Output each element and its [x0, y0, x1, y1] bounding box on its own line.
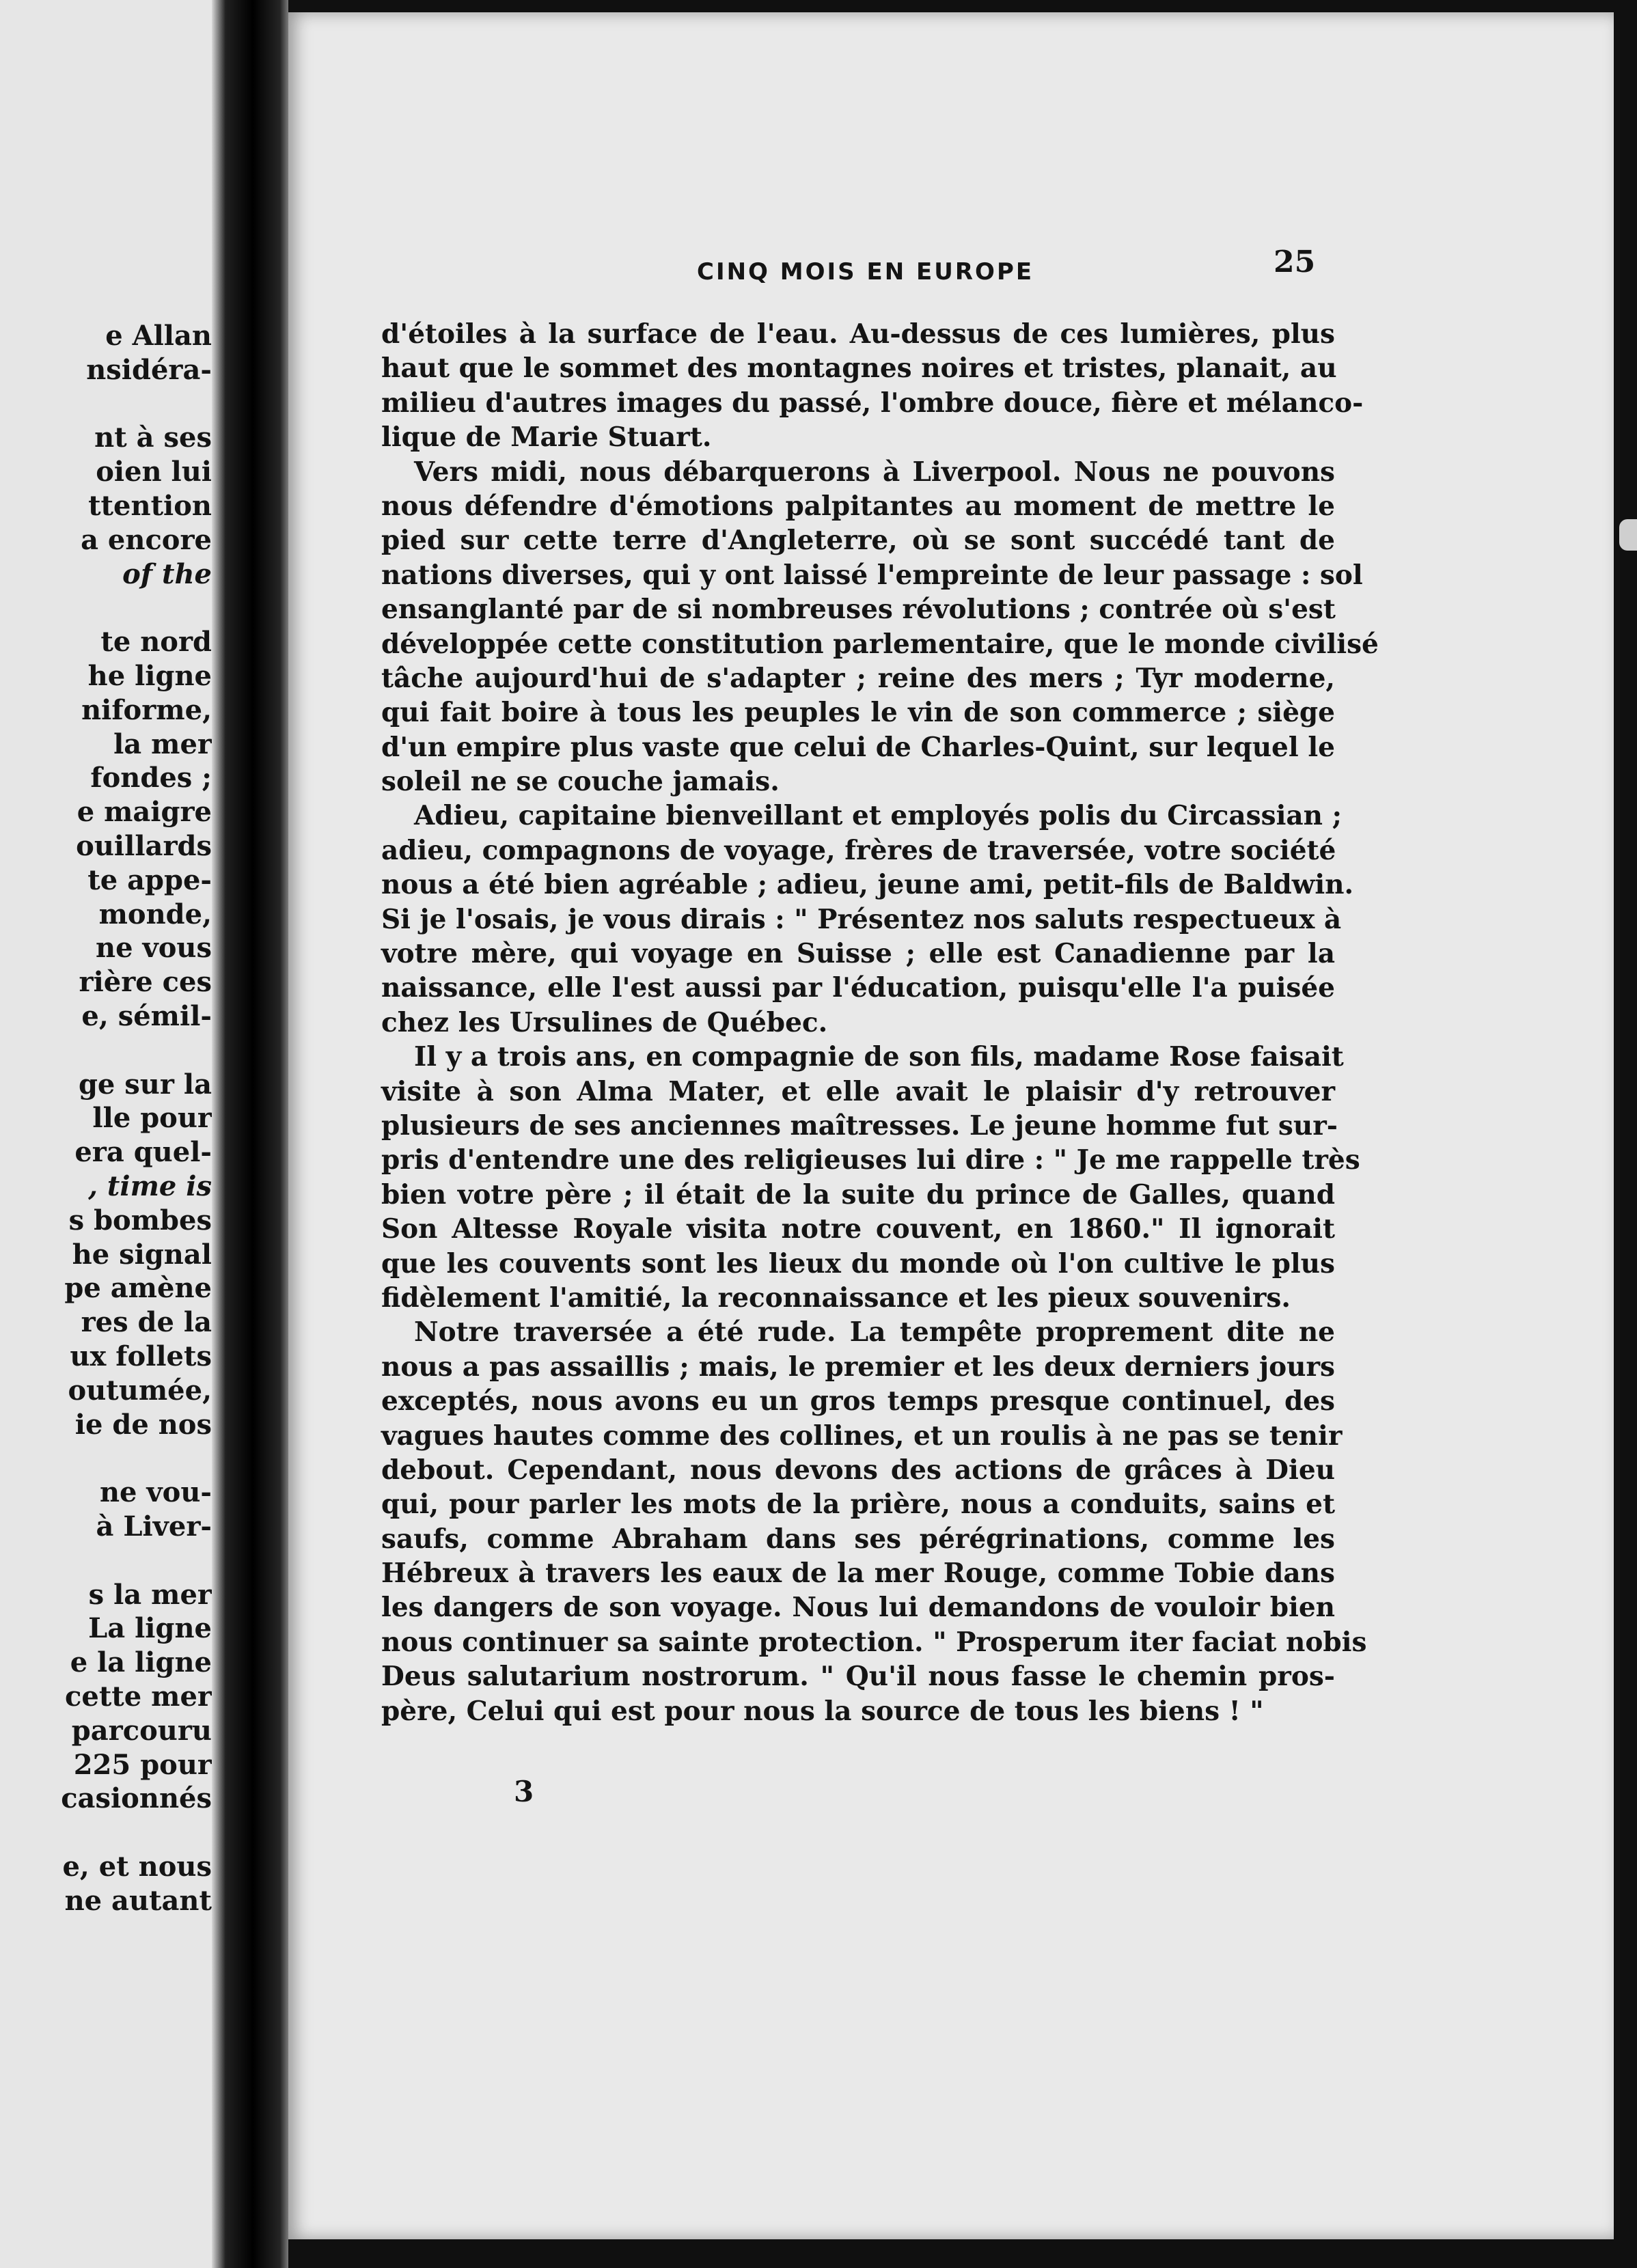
- left-page-line: s bombes: [68, 1204, 212, 1236]
- left-page-line: e Allan: [105, 320, 212, 352]
- body-line: d'un empire plus vaste que celui de Charles-Quint, sur lequel le: [381, 731, 1335, 763]
- left-page-line: ux follets: [70, 1340, 212, 1372]
- body-line: milieu d'autres images du passé, l'ombre douce, fière et mélanco-: [381, 387, 1364, 419]
- body-line: les dangers de son voyage. Nous lui demandons de vouloir bien: [381, 1592, 1335, 1624]
- body-line: pris d'entendre une des religieuses lui dire : " Je me rappelle très: [381, 1144, 1360, 1176]
- left-page-line: ne autant: [64, 1884, 212, 1917]
- left-page-line: ouillards: [76, 830, 212, 862]
- left-page-line: res de la: [81, 1306, 212, 1339]
- body-line: adieu, compagnons de voyage, frères de traversée, votre société: [381, 834, 1336, 866]
- left-page-line: niforme,: [81, 693, 212, 726]
- body-line: debout. Cependant, nous devons des actions de grâces à Dieu: [381, 1454, 1335, 1486]
- body-line: nous a pas assaillis ; mais, le premier et les deux derniers jours: [381, 1351, 1335, 1383]
- left-page-line: La ligne: [88, 1612, 212, 1645]
- body-line: votre mère, qui voyage en Suisse ; elle est Canadienne par la: [381, 938, 1335, 970]
- body-line: plusieurs de ses anciennes maîtresses. Le jeune homme fut sur-: [381, 1109, 1338, 1142]
- left-page-line: parcouru: [71, 1714, 212, 1747]
- left-page-line: ie de nos: [74, 1408, 212, 1441]
- left-page-line: la mer: [113, 728, 212, 760]
- book-gutter-shadow: [212, 0, 288, 2268]
- left-page-line: fondes ;: [90, 762, 212, 794]
- body-line: Il y a trois ans, en compagnie de son fils, madame Rose faisait: [414, 1041, 1344, 1073]
- body-line: nations diverses, qui y ont laissé l'empreinte de leur passage : sol: [381, 559, 1363, 591]
- body-line: Deus salutarium nostrorum. " Qu'il nous fasse le chemin pros-: [381, 1661, 1335, 1693]
- left-page-line: he signal: [72, 1238, 212, 1271]
- left-page-line: casionnés: [61, 1782, 212, 1815]
- left-page-line: rière ces: [79, 966, 212, 999]
- left-page-line: ttention: [88, 490, 212, 522]
- left-page-line: nsidéra-: [86, 353, 212, 386]
- body-line: lique de Marie Stuart.: [381, 421, 712, 454]
- left-page-line: pe amène: [64, 1272, 212, 1305]
- page-number: 25: [1274, 245, 1316, 279]
- left-page-line: ne vous: [96, 932, 212, 965]
- body-line: fidèlement l'amitié, la reconnaissance et les pieux souvenirs.: [381, 1282, 1291, 1314]
- left-page-line: of the: [122, 557, 212, 590]
- left-page-line: te nord: [100, 626, 212, 659]
- body-line: exceptés, nous avons eu un gros temps presque continuel, des: [381, 1385, 1335, 1418]
- left-page-line: oien lui: [96, 456, 212, 488]
- body-line: ensanglanté par de si nombreuses révolutions ; contrée où s'est: [381, 594, 1336, 626]
- left-page-line: lle pour: [92, 1102, 212, 1135]
- body-text: [381, 317, 1379, 1728]
- running-head-title: CINQ MOIS EN EUROPE: [697, 258, 1034, 286]
- left-page-line: cette mer: [65, 1681, 212, 1713]
- body-line: qui, pour parler les mots de la prière, nous a conduits, sains et: [381, 1489, 1335, 1521]
- body-line: soleil ne se couche jamais.: [381, 766, 780, 798]
- left-page-line: e, et nous: [62, 1851, 212, 1883]
- body-line: Notre traversée a été rude. La tempête proprement dite ne: [414, 1316, 1335, 1349]
- right-page: [288, 12, 1614, 2239]
- body-line: Adieu, capitaine bienveillant et employés polis du Circassian ;: [414, 800, 1342, 832]
- left-page-line: outumée,: [68, 1374, 212, 1407]
- body-line: Si je l'osais, je vous dirais : " Présentez nos saluts respectueux à: [381, 903, 1342, 935]
- body-line: chez les Ursulines de Québec.: [381, 1006, 828, 1038]
- body-line: tâche aujourd'hui de s'adapter ; reine des mers ; Tyr moderne,: [381, 662, 1335, 694]
- left-page-line: e, sémil-: [81, 1000, 212, 1032]
- body-line: nous a été bien agréable ; adieu, jeune ami, petit-fils de Baldwin.: [381, 869, 1354, 901]
- left-page-line: à Liver-: [96, 1510, 212, 1543]
- signature-mark: 3: [514, 1775, 534, 1808]
- body-line: père, Celui qui est pour nous la source de tous les biens ! ": [381, 1695, 1264, 1727]
- left-page-line: 225 pour: [73, 1748, 212, 1781]
- left-page-line: monde,: [98, 898, 212, 930]
- body-line: d'étoiles à la surface de l'eau. Au-dessus de ces lumières, plus: [381, 318, 1335, 350]
- left-page-line: te appe-: [87, 863, 212, 896]
- body-line: qui fait boire à tous les peuples le vin de son commerce ; siège: [381, 697, 1335, 729]
- left-page-line: , time is: [88, 1170, 212, 1202]
- left-facing-page: [0, 0, 212, 2268]
- left-page-line: he ligne: [87, 660, 212, 692]
- body-line: bien votre père ; il était de la suite du prince de Galles, quand: [381, 1178, 1335, 1211]
- body-line: visite à son Alma Mater, et elle avait le plaisir d'y retrouver: [381, 1075, 1335, 1107]
- left-page-line: a encore: [81, 523, 212, 556]
- body-line: saufs, comme Abraham dans ses pérégrinations, comme les: [381, 1523, 1335, 1555]
- left-page-line: e la ligne: [70, 1646, 212, 1679]
- body-line: haut que le sommet des montagnes noires et tristes, planait, au: [381, 352, 1337, 385]
- body-line: naissance, elle l'est aussi par l'éducation, puisqu'elle l'a puisée: [381, 972, 1335, 1004]
- left-page-line: s la mer: [88, 1578, 212, 1611]
- body-line: Son Altesse Royale visita notre couvent, en 1860." Il ignorait: [381, 1213, 1335, 1245]
- page-edge-tab: [1619, 519, 1637, 551]
- left-page-line: ge sur la: [78, 1068, 212, 1101]
- body-line: Vers midi, nous débarquerons à Liverpool. Nous ne pouvons: [414, 456, 1335, 488]
- body-line: développée cette constitution parlementaire, que le monde civilisé: [381, 628, 1379, 660]
- left-page-line: era quel-: [74, 1136, 212, 1169]
- left-page-line: e maigre: [77, 796, 212, 829]
- left-page-line: ne vou-: [99, 1476, 212, 1509]
- body-line: pied sur cette terre d'Angleterre, où se sont succédé tant de: [381, 525, 1335, 557]
- body-line: nous continuer sa sainte protection. " Prosperum iter faciat nobis: [381, 1626, 1367, 1658]
- body-line: Hébreux à travers les eaux de la mer Rouge, comme Tobie dans: [381, 1558, 1335, 1590]
- body-line: vagues hautes comme des collines, et un roulis à ne pas se tenir: [381, 1420, 1343, 1452]
- body-line: que les couvents sont les lieux du monde où l'on cultive le plus: [381, 1247, 1335, 1280]
- left-page-line: nt à ses: [94, 421, 212, 454]
- body-line: nous défendre d'émotions palpitantes au moment de mettre le: [381, 490, 1335, 522]
